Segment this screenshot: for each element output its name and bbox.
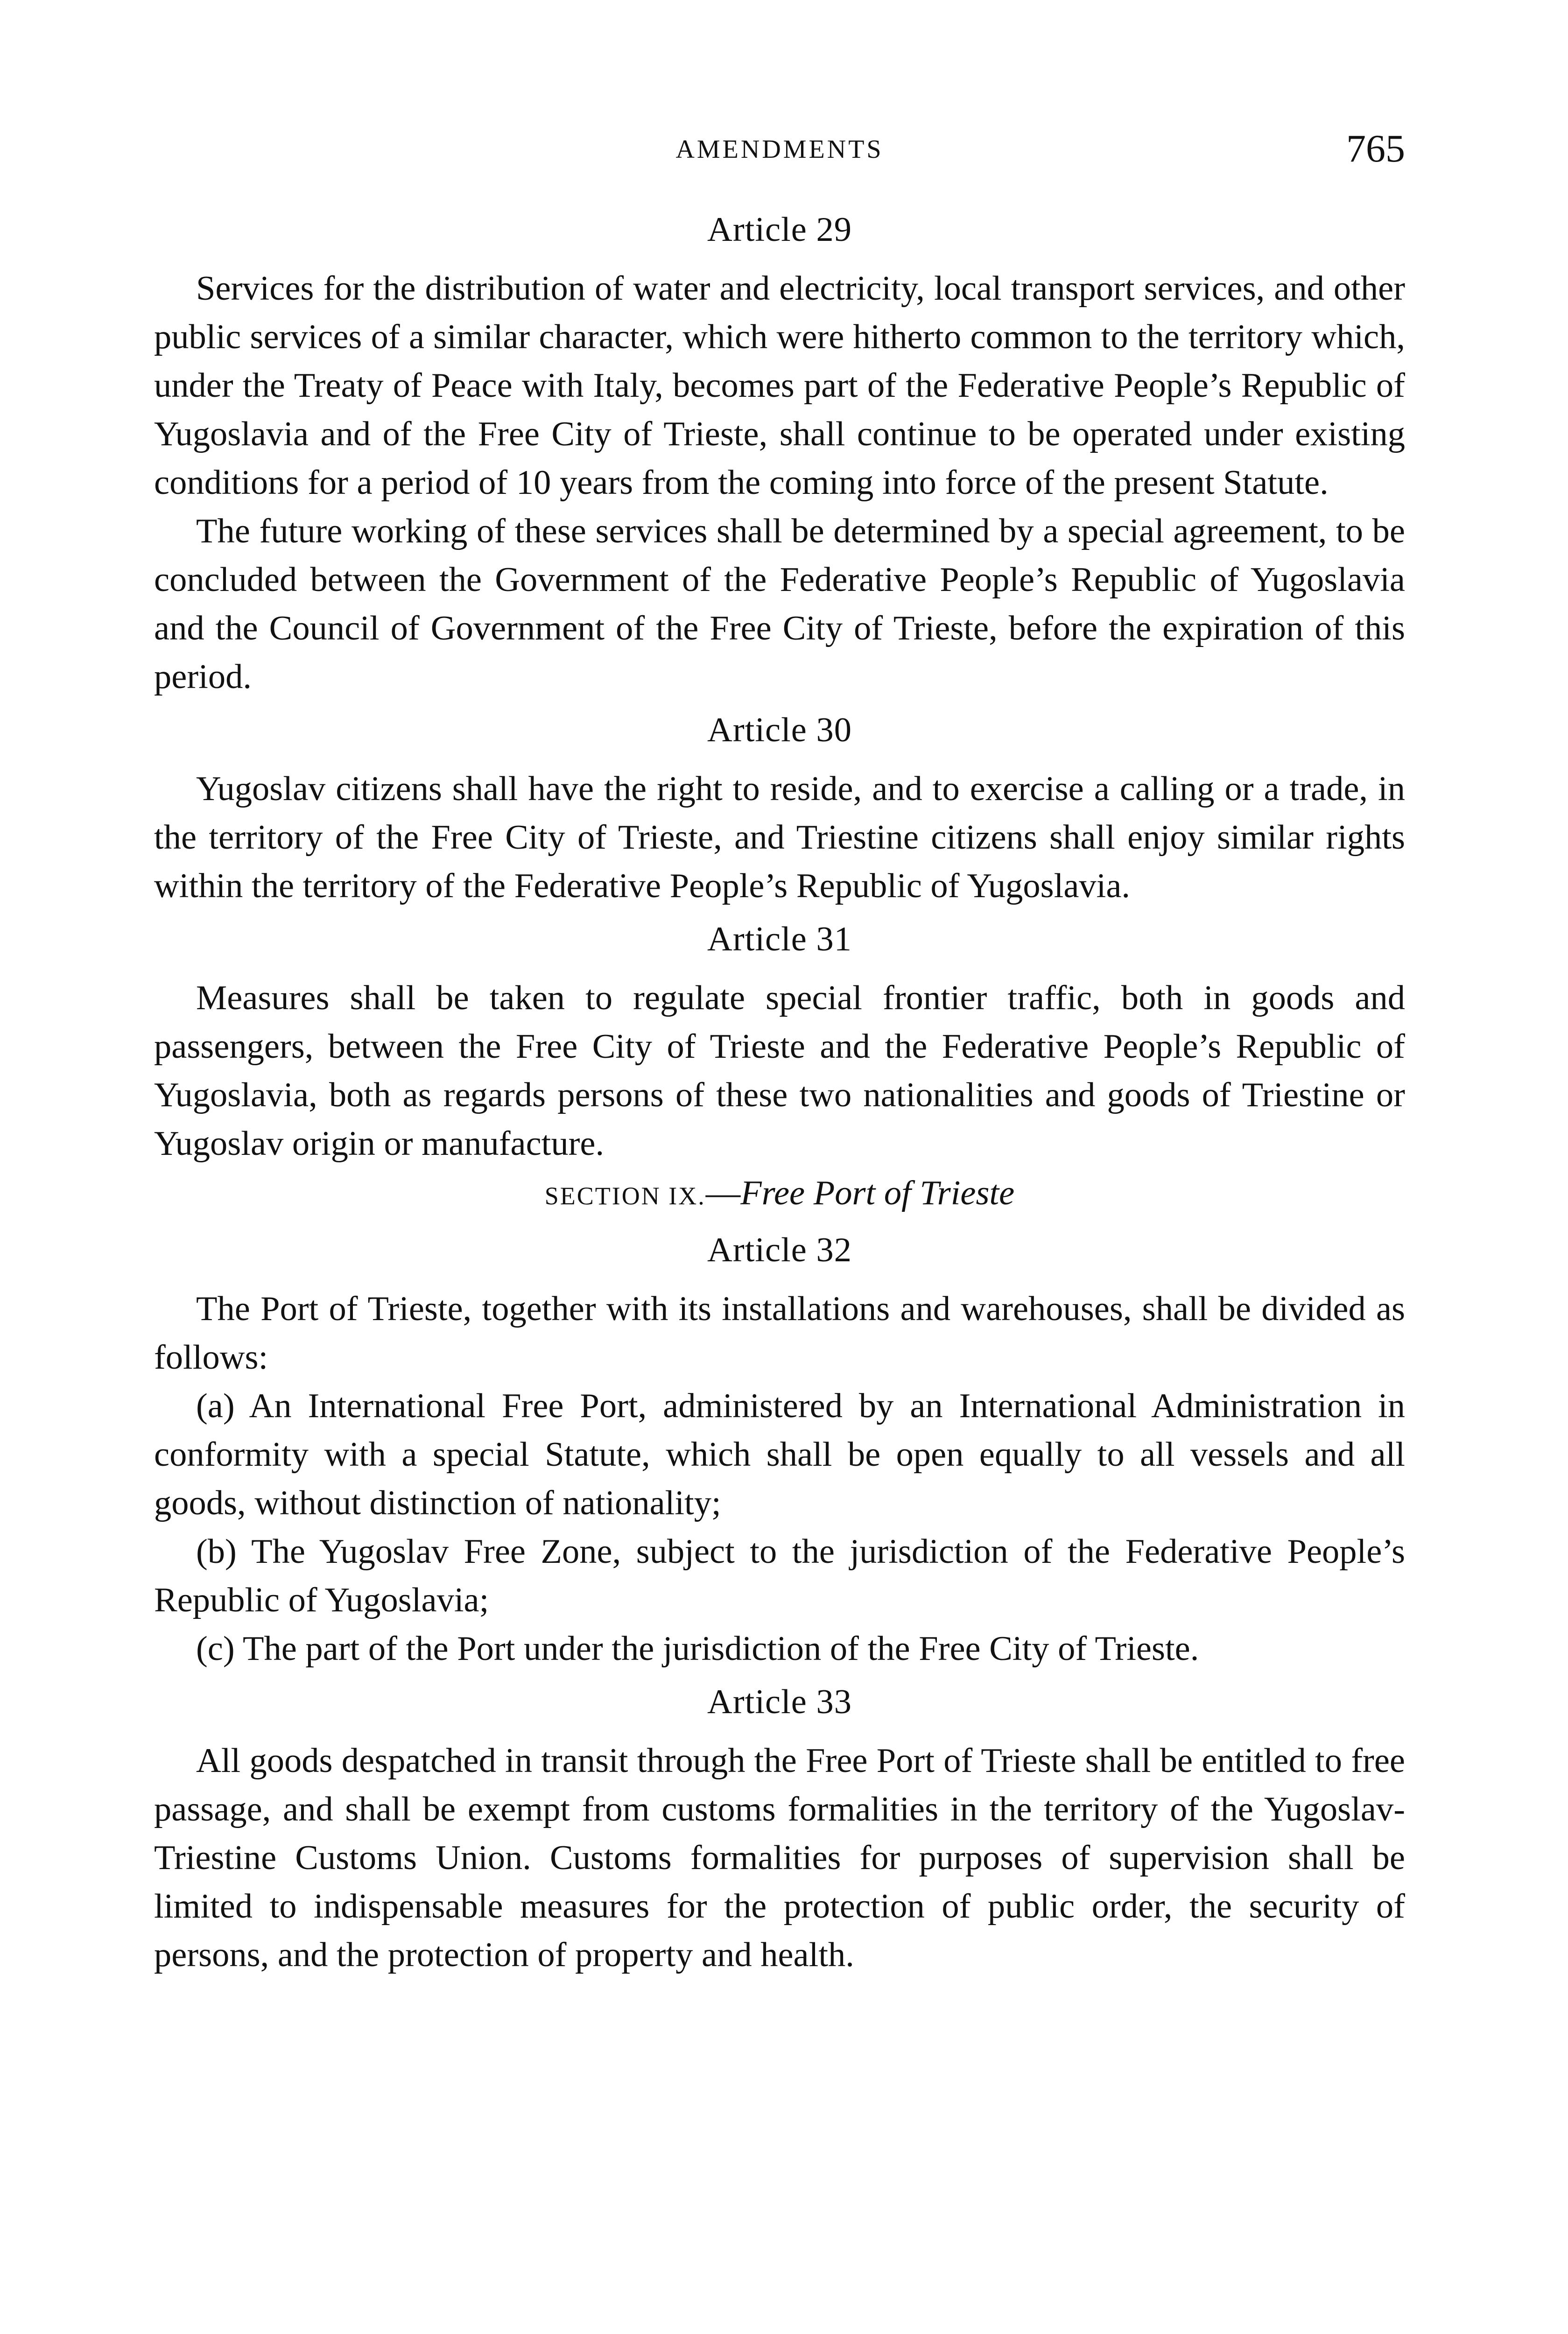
item-marker: (c) [196,1630,235,1668]
article-31-paragraph-1: Measures shall be taken to regulate special frontier traffic, both in goods and passengers, between the Free City of Trieste and the Federative People’s Republic of Yugoslavia, both as regards persons of these two nationalities and goods of Triestine or Yugoslav origin or manufacture. [154,979,1405,1163]
article-33-paragraph-1: All goods despatched in transit through the Free Port of Trieste shall be entitled to free passage, and shall be exempt from customs formalities in the territory of the Yugoslav-Triestine Customs Union. Customs formalities for purposes of supervision shall be limited to indispensable measures for the protection of public order, the security of persons, and the protection of property and health. [154,1742,1405,1974]
article-30-heading: Article 30 [707,711,852,749]
article-29-heading: Article 29 [707,211,852,249]
running-title: AMENDMENTS [675,135,884,164]
item-text: An International Free Port, administered by an International Administration in conformity with a special Statute, which shall be open equally to all vessels and all goods, without distinction of nationality; [154,1387,1406,1522]
article-32-item-c [154,1624,1405,1673]
section-9-label: SECTION IX. [544,1182,706,1210]
article-32-item-a [154,1382,1405,1527]
article-29-paragraph-2: The future working of these services shall be determined by a special agreement, to be concluded between the Government of the Federative People’s Republic of Yugoslavia and the Council of Government of the Free City of Trieste, before the expiration of this period. [154,512,1405,696]
article-33-heading: Article 33 [707,1683,852,1721]
section-9-heading [154,1169,1405,1220]
page-number: 765 [1346,127,1405,170]
article-31-heading: Article 31 [707,920,852,958]
article-30-paragraph-1: Yugoslav citizens shall have the right to reside, and to exercise a calling or a trade, in the territory of the Free City of Trieste, and Triestine citizens shall enjoy similar rights within the territory of the Federative People’s Republic of Yugoslavia. [154,770,1405,905]
running-head [154,126,1405,173]
item-text: The part of the Port under the jurisdiction of the Free City of Trieste. [242,1630,1199,1668]
section-9-title: Free Port of Trieste [740,1174,1015,1212]
item-text: The Yugoslav Free Zone, subject to the jurisdiction of the Federative People’s Republic of Yugoslavia; [154,1533,1405,1619]
article-32-intro: The Port of Trieste, together with its installations and warehouses, shall be divided as follows: [154,1290,1405,1377]
item-marker: (a) [196,1387,235,1425]
item-marker: (b) [196,1533,237,1571]
article-29-paragraph-1: Services for the distribution of water and electricity, local transport services, and other public services of a similar character, which were hitherto common to the territory which, under the Treaty of Peace with Italy, becomes part of the Federative People’s Republic of Yugoslavia and of the Free City of Trieste, shall continue to be operated under existing conditions for a period of 10 years from the coming into force of the present Statute. [154,269,1405,502]
section-9-dash: — [705,1174,741,1212]
article-32-heading: Article 32 [707,1231,852,1269]
article-32-item-b [154,1527,1405,1624]
page-body [154,201,1405,1979]
